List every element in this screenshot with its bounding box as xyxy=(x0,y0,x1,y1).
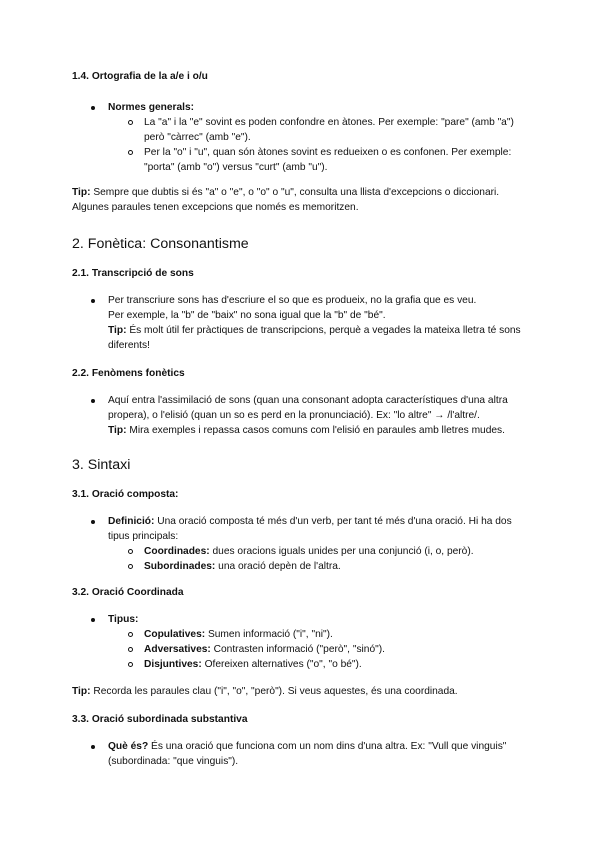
section-1-4-title: 1.4. Ortografia de la a/e i o/u xyxy=(72,71,208,82)
sub-text: Contrasten informació ("però", "sinó"). xyxy=(210,644,385,655)
tip-text: Recorda les paraules clau ("i", "o", "però"). Si veus aquestes, és una coordinada. xyxy=(90,686,458,697)
section-2-2-list xyxy=(72,393,532,438)
item-text: Aquí entra l'assimilació de sons (quan una consonant adopta característiques d'una altra propera), o l'elisió (quan un so es perd en la pronunciació). Ex: "lo altre" → /l'altre/. xyxy=(108,395,508,421)
tip-label: Tip: xyxy=(108,425,127,436)
bullet-label: Què és? xyxy=(108,741,149,752)
item-text: Per transcriure sons has d'escriure el so que es produeix, no la grafia que es veu. xyxy=(108,295,477,306)
sub-text: Sumen informació ("i", "ni"). xyxy=(205,629,333,640)
tip-text: Sempre que dubtis si és "a" o "e", o "o" o "u", consulta una llista d'excepcions o diccionari. Algunes paraules tenen excepcions que només es memoritzen. xyxy=(72,187,500,213)
list-item xyxy=(72,100,532,175)
sub-label: Copulatives: xyxy=(144,629,206,640)
list-item xyxy=(72,612,532,672)
sub-list-item: Per la "o" i "u", quan són àtones sovint es redueixen o es confonen. Per exemple: "porta" (amb "o") versus "curt" (amb "u"). xyxy=(108,145,532,175)
sub-label: Disjuntives: xyxy=(144,659,202,670)
tip-paragraph xyxy=(72,185,532,215)
sub-label: Coordinades: xyxy=(144,546,210,557)
section-3-2-list xyxy=(72,612,532,672)
list-item xyxy=(72,514,532,574)
section-3-title: 3. Sintaxi xyxy=(72,457,131,473)
tip-label: Tip: xyxy=(108,325,127,336)
sub-label: Adversatives: xyxy=(144,644,211,655)
section-3-3-title: 3.3. Oració subordinada substantiva xyxy=(72,714,248,725)
item-text: Per exemple, la "b" de "baix" no sona igual que la "b" de "bé". xyxy=(108,310,386,321)
sub-list-item xyxy=(108,642,532,657)
list-item xyxy=(72,293,532,353)
bullet-label: Definició: xyxy=(108,516,155,527)
sub-label: Subordinades: xyxy=(144,561,216,572)
sub-list xyxy=(108,115,532,175)
sub-text: una oració depèn de l'altra. xyxy=(215,561,341,572)
sub-list-item xyxy=(108,559,532,574)
section-3-3-list xyxy=(72,739,532,769)
sub-list-item xyxy=(108,657,532,672)
sub-list xyxy=(108,627,532,672)
sub-list-item xyxy=(108,544,532,559)
sub-text: Ofereixen alternatives ("o", "o bé"). xyxy=(201,659,362,670)
section-3-1-title: 3.1. Oració composta: xyxy=(72,489,179,500)
section-3-2-title: 3.2. Oració Coordinada xyxy=(72,587,184,598)
document-page xyxy=(72,70,532,769)
bullet-label: Tipus: xyxy=(108,614,139,625)
tip-paragraph xyxy=(72,684,532,699)
tip-text: És molt útil fer pràctiques de transcripcions, perquè a vegades la mateixa lletra té sons diferents! xyxy=(108,325,521,351)
section-3-1-list xyxy=(72,514,532,574)
item-text: Una oració composta té més d'un verb, per tant té més d'una oració. Hi ha dos tipus principals: xyxy=(108,516,512,542)
item-text: És una oració que funciona com un nom dins d'una altra. Ex: "Vull que vinguis" (subordinada: "que vinguis"). xyxy=(108,741,507,767)
tip-label: Tip: xyxy=(72,686,91,697)
tip-text: Mira exemples i repassa casos comuns com l'elisió en paraules amb lletres mudes. xyxy=(126,425,505,436)
bullet-label: Normes generals: xyxy=(108,102,195,113)
sub-list-item: La "a" i la "e" sovint es poden confondre en àtones. Per exemple: "pare" (amb "a") però "càrrec" (amb "e"). xyxy=(108,115,532,145)
section-2-title: 2. Fonètica: Consonantisme xyxy=(72,236,249,252)
section-2-1-title: 2.1. Transcripció de sons xyxy=(72,268,194,279)
sub-list xyxy=(108,544,532,574)
sub-list-item xyxy=(108,627,532,642)
list-item xyxy=(72,393,532,438)
tip-label: Tip: xyxy=(72,187,91,198)
list-item xyxy=(72,739,532,769)
section-1-4-list xyxy=(72,100,532,175)
sub-text: dues oracions iguals unides per una conjunció (i, o, però). xyxy=(209,546,474,557)
section-2-1-list xyxy=(72,293,532,353)
section-2-2-title: 2.2. Fenòmens fonètics xyxy=(72,368,185,379)
